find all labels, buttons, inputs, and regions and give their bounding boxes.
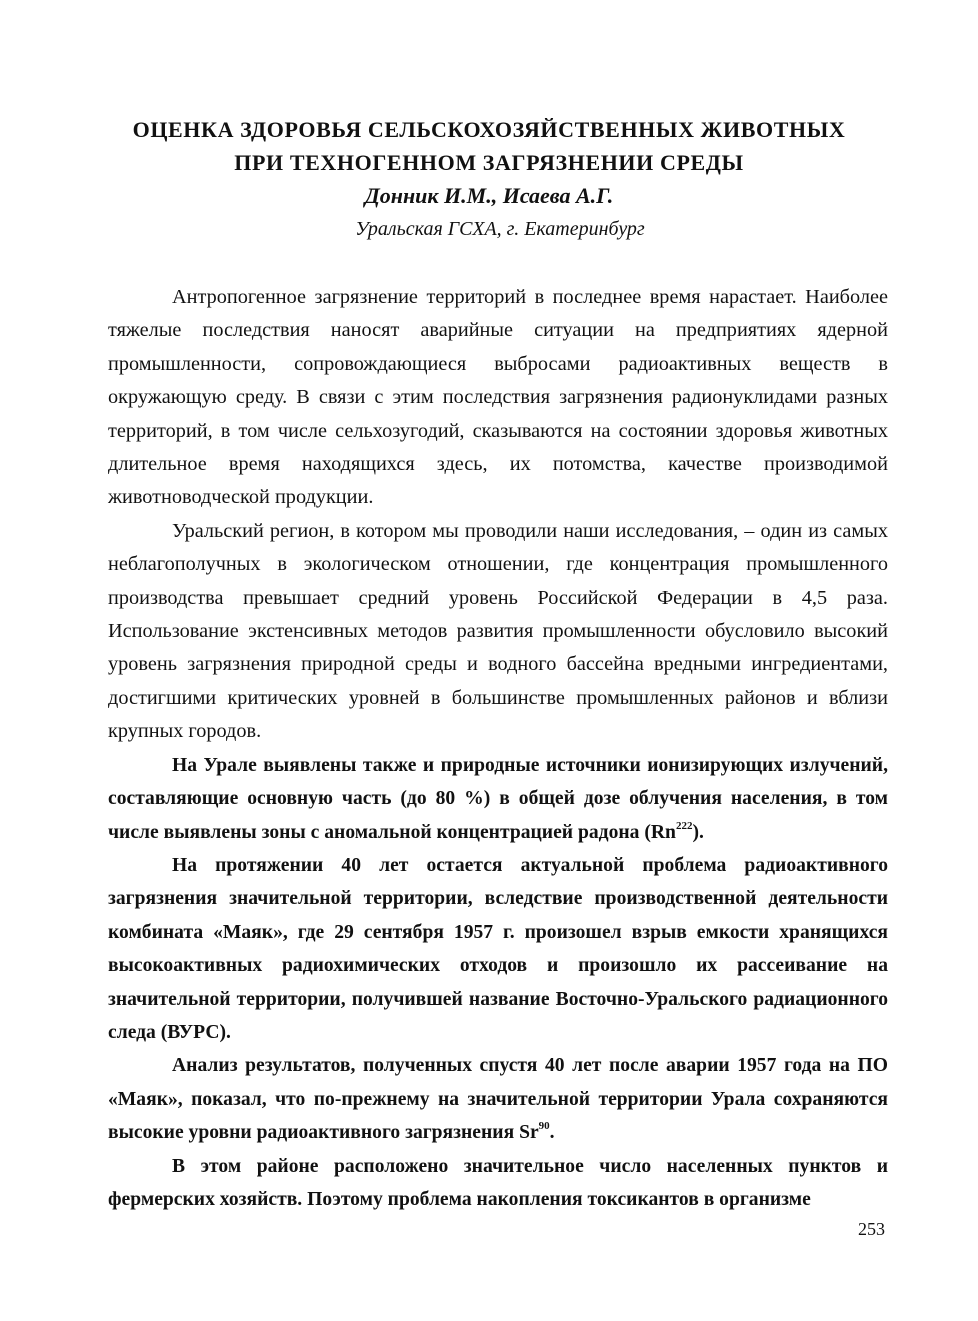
title-line-1: ОЦЕНКА ЗДОРОВЬЯ СЕЛЬСКОХОЗЯЙСТВЕННЫХ ЖИВОТНЫХ: [132, 117, 846, 142]
paragraph-3-end: ).: [692, 821, 704, 843]
strontium-isotope-superscript: 90: [538, 1120, 550, 1133]
paragraph-1: Антропогенное загрязнение территорий в последнее время нарастает. Наиболее тяжелые последствия наносят аварийные ситуации на предприятиях ядерной промышленности, сопровождающиеся выбросами радиоактивных веществ в окружающую среду. В связи с этим последствия загрязнения радионуклидами разных территорий, в том числе сельхозугодий, сказываются на состоянии здоровья животных длительное время находящихся здесь, их потомства, качестве производимой животноводческой продукции.: [108, 286, 888, 509]
paragraph-5-end: .: [549, 1122, 555, 1144]
paragraph-3: [108, 749, 888, 849]
paragraph-3-text: На Урале выявлены также и природные источники ионизирующих излучений, составляющие основную часть (до 80 %) в общей дозе облучения населения, в том числе выявлены зоны с аномальной концентрацией радона (Rn: [108, 754, 888, 843]
affiliation: Уральская ГСХА, г. Екатеринбург: [355, 218, 645, 240]
radon-isotope-superscript: 222: [675, 819, 693, 832]
paragraph-6: В этом районе расположено значительное число населенных пунктов и фермерских хозяйств. Поэтому проблема накопления токсикантов в организме: [108, 1155, 888, 1210]
paragraph-5-text: Анализ результатов, полученных спустя 40 лет после аварии 1957 года на ПО «Маяк», показал, что по-прежнему на значительной территории Урала сохраняются высокие уровни радиоактивного загрязнения Sr: [108, 1055, 888, 1144]
paragraph-2: Уральский регион, в котором мы проводили наши исследования, – один из самых неблагополучных в экологическом отношении, где концентрация промышленного производства превышает средний уровень Российской Федерации в 4,5 раза. Использование экстенсивных методов развития промышленности обусловило высокий уровень загрязнения природной среды и водного бассейна вредными ингредиентами, достигшими критических уровней в большинстве промышленных районов и вблизи крупных городов.: [108, 519, 888, 743]
title-line-2: ПРИ ТЕХНОГЕННОМ ЗАГРЯЗНЕНИИ СРЕДЫ: [234, 150, 744, 175]
article-body: [108, 281, 888, 1216]
page-number: 253: [858, 1219, 885, 1239]
authors: Донник И.М., Исаева А.Г.: [364, 183, 614, 208]
paragraph-5: [108, 1049, 888, 1149]
paragraph-4: На протяжении 40 лет остается актуальной проблема радиоактивного загрязнения значительной территории, вследствие производственной деятельности комбината «Маяк», где 29 сентября 1957 г. произошел взрыв емкости хранящихся высокоактивных радиохимических отходов и произошло их рассеивание на значительной территории, получившей название Восточно-Уральского радиационного следа (ВУРС).: [108, 854, 888, 1043]
